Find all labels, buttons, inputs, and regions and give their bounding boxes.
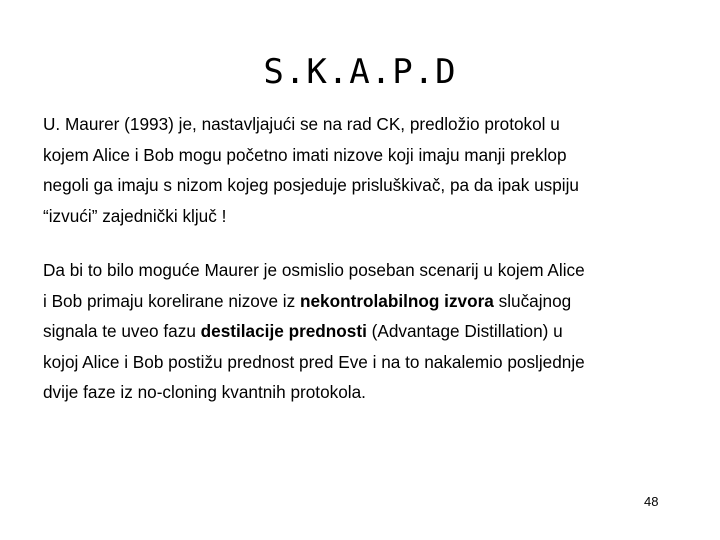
emphasis-uncontrollable-source: nekontrolabilnog izvora — [299, 290, 494, 311]
paragraph-1-line-2: kojem Alice i Bob mogu početno imati nizove koji imaju manji preklop — [43, 144, 567, 165]
paragraph-2-line-1: Da bi to bilo moguće Maurer je osmislio poseban scenarij u kojem Alice — [43, 260, 585, 280]
paragraph-1-line-1: U. Maurer (1993) je, nastavljajući se na rad CK, predložio protokol u — [43, 114, 560, 134]
paragraph-2-line-5: dvije faze iz no-cloning kvantnih protokola. — [43, 382, 366, 402]
paragraph-2 — [43, 255, 683, 408]
paragraph-2-line-2 — [43, 286, 683, 317]
paragraph-1-line-3: negoli ga imaju s nizom kojeg posjeduje prisluškivač, pa da ipak uspiju — [43, 175, 579, 195]
paragraph-1 — [43, 109, 683, 231]
page-number: 48 — [644, 494, 659, 509]
emphasis-advantage-distillation: destilacije prednosti — [200, 321, 367, 341]
paragraph-2-line-3-text-before: signala te uveo fazu — [43, 321, 201, 341]
paragraph-2-line-2-text-after: slučajnog — [493, 290, 572, 311]
paragraph-2-line-3-text-after: (Advantage Distillation) u — [366, 321, 563, 341]
paragraph-2-line-4: kojoj Alice i Bob postižu prednost pred Eve i na to nakalemio posljednje — [43, 351, 585, 372]
slide-title: S.K.A.P.D — [263, 52, 457, 92]
paragraph-2-line-2-text-before: i Bob primaju korelirane nizove iz — [43, 290, 300, 311]
paragraph-2-line-3 — [43, 316, 683, 347]
paragraph-1-line-4: “izvući” zajednički ključ ! — [43, 205, 227, 226]
